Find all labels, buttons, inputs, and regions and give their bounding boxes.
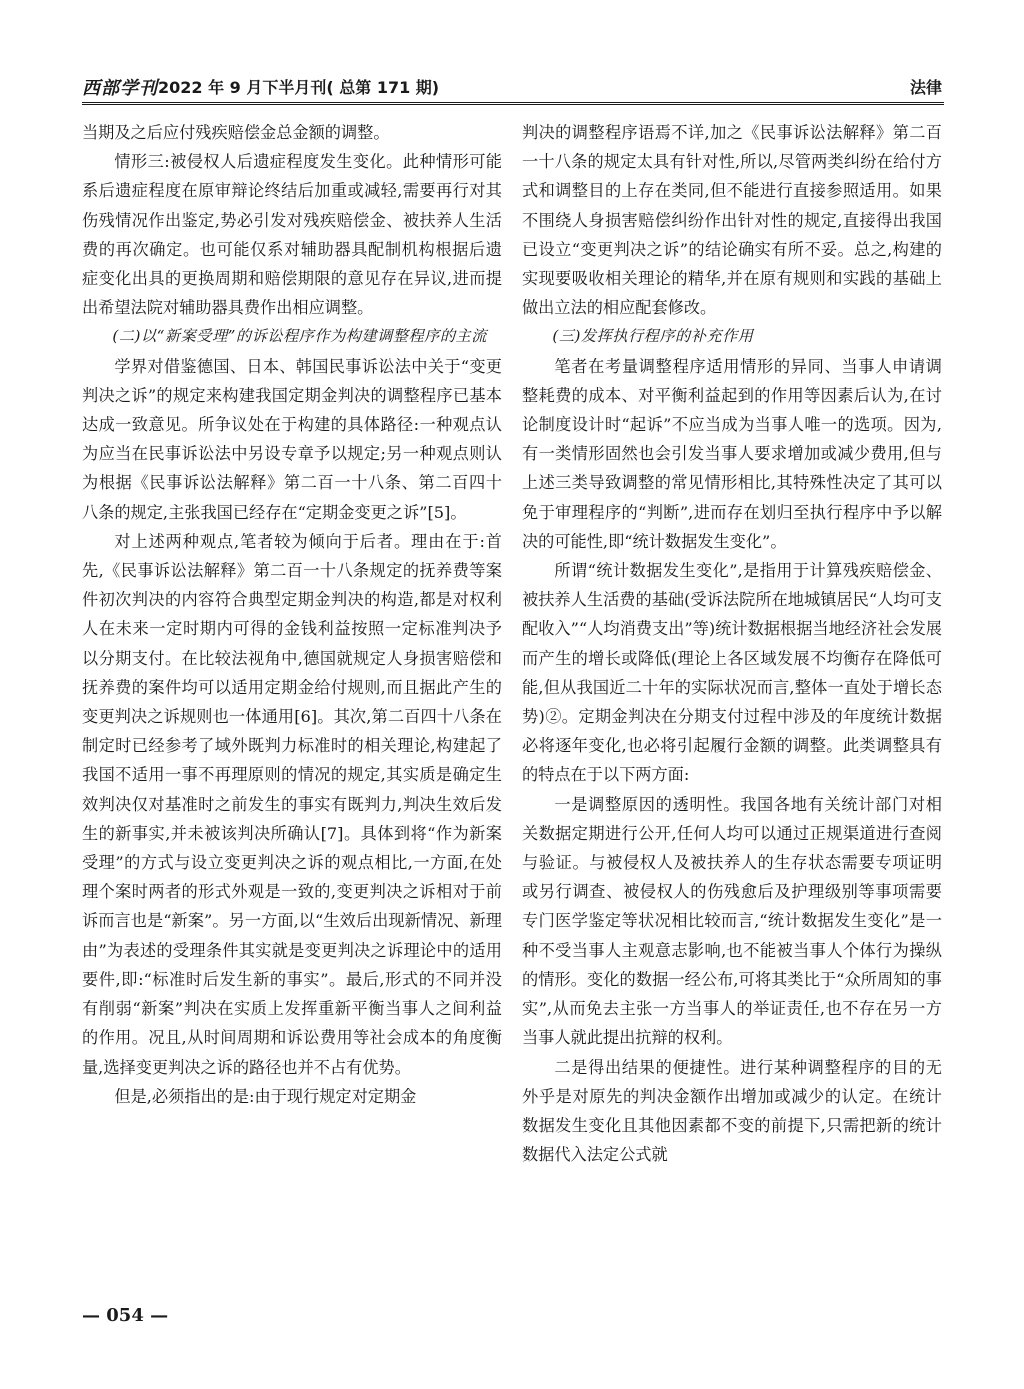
paragraph: 对上述两种观点,笔者较为倾向于后者。理由在于:首先,《民事诉讼法解释》第二百一十八条规定的抚养费等案件初次判决的内容符合典型定期金判决的构造,都是对权利人在未来一定时期内可得的金钱利益按照一定标准判决予以分期支付。在比较法视角中,德国就规定人身损害赔偿和抚养费的案件均可以适用定期金给付规则,而且据此产生的变更判决之诉规则也一体通用[6]。其次,第二百四十八条在制定时已经参考了域外既判力标准时的相关理论,构建起了我国不适用一事不再理原则的情况的规定,其实质是确定生效判决仅对基准时之前发生的事实有既判力,判决生效后发生的新事实,并未被该判决所确认[7]。具体到将“作为新案受理”的方式与设立变更判决之诉的观点相比,一方面,在处理个案时两者的形式外观是一致的,变更判决之诉相对于前诉而言也是“新案”。另一方面,以“生效后出现新情况、新理由”为表述的受理条件其实就是变更判决之诉理论中的适用要件,即:“标准时后发生新的事实”。最后,形式的不同并没有削弱“新案”判决在实质上发挥重新平衡当事人之间利益的作用。况且,从时间周期和诉讼费用等社会成本的角度衡量,选择变更判决之诉的路径也并不占有优势。 — [82, 531, 502, 1077]
subsection-heading: (二)以“新案受理”的诉讼程序作为构建调整程序的主流 — [112, 327, 487, 346]
page-number: — 054 — — [82, 1305, 169, 1326]
paragraph: 一是调整原因的透明性。我国各地有关统计部门对相关数据定期进行公开,任何人均可以通过正规渠道进行查阅与验证。与被侵权人及被扶养人的生存状态需要专项证明或另行调查、被侵权人的伤残愈后及护理级别等事项需要专门医学鉴定等状况相比较而言,“统计数据发生变化”是一种不受当事人主观意志影响,也不能被当事人个体行为操纵的情形。变化的数据一经公布,可将其类比于“众所周知的事实”,从而免去主张一方当事人的举证责任,也不存在另一方当事人就此提出抗辩的权利。 — [522, 794, 942, 1048]
issue-info: 2022 年 9 月下半月刊( 总第 171 期) — [158, 78, 440, 97]
left-column — [82, 118, 502, 1111]
running-header — [82, 72, 944, 105]
paragraph: 当期及之后应付残疾赔偿金总金额的调整。 — [82, 123, 390, 142]
paragraph: 学界对借鉴德国、日本、韩国民事诉讼法中关于“变更判决之诉”的规定来构建我国定期金判决的调整程序已基本达成一致意见。所争议处在于构建的具体路径:一种观点认为应当在民事诉讼法中另设专章予以规定;另一种观点则认为根据《民事诉讼法解释》第二百一十八条、第二百四十八条的规定,主张我国已经存在“定期金变更之诉”[5]。 — [82, 356, 502, 522]
paragraph: 笔者在考量调整程序适用情形的异同、当事人申请调整耗费的成本、对平衡利益起到的作用等因素后认为,在讨论制度设计时“起诉”不应当成为当事人唯一的选项。因为,有一类情形固然也会引发当事人要求增加或减少费用,但与上述三类导致调整的常见情形相比,其特殊性决定了其可以免于审理程序的“判断”,进而存在划归至执行程序中予以解决的可能性,即“统计数据发生变化”。 — [522, 356, 942, 551]
paragraph: 判决的调整程序语焉不详,加之《民事诉讼法解释》第二百一十八条的规定太具有针对性,所以,尽管两类纠纷在给付方式和调整目的上存在类同,但不能进行直接参照适用。如果不围绕人身损害赔偿纠纷作出针对性的规定,直接得出我国已设立“变更判决之诉”的结论确实有所不妥。总之,构建的实现要吸收相关理论的精华,并在原有规则和实践的基础上做出立法的相应配套修改。 — [522, 123, 942, 318]
paragraph: 二是得出结果的便捷性。进行某种调整程序的目的无外乎是对原先的判决金额作出增加或减少的认定。在统计数据发生变化且其他因素都不变的前提下,只需把新的统计数据代入法定公式就 — [522, 1057, 942, 1165]
paragraph: 情形三:被侵权人后遗症程度发生变化。此种情形可能系后遗症程度在原审辩论终结后加重或减轻,需要再行对其伤残情况作出鉴定,势必引发对残疾赔偿金、被扶养人生活费的再次确定。也可能仅系对辅助器具配制机构根据后遗症变化出具的更换周期和赔偿期限的意见存在异议,进而提出希望法院对辅助器具费作出相应调整。 — [82, 152, 502, 318]
paragraph: 但是,必须指出的是:由于现行规定对定期金 — [114, 1086, 417, 1106]
journal-name: 西部学刊 — [82, 78, 158, 99]
paragraph: 所谓“统计数据发生变化”,是指用于计算残疾赔偿金、被扶养人生活费的基础(受诉法院所在地城镇居民“人均可支配收入”“人均消费支出”等)统计数据根据当地经济社会发展而产生的增长或降低(理论上各区域发展不均衡存在降低可能,但从我国近二十年的实际状况而言,整体一直处于增长态势)②。定期金判决在分期支付过程中涉及的年度统计数据必将逐年变化,也必将引起履行金额的调整。此类调整具有的特点在于以下两方面: — [522, 561, 942, 785]
section-label: 法律 — [909, 78, 942, 97]
subsection-heading: (三)发挥执行程序的补充作用 — [552, 327, 754, 346]
right-column — [522, 118, 942, 1169]
